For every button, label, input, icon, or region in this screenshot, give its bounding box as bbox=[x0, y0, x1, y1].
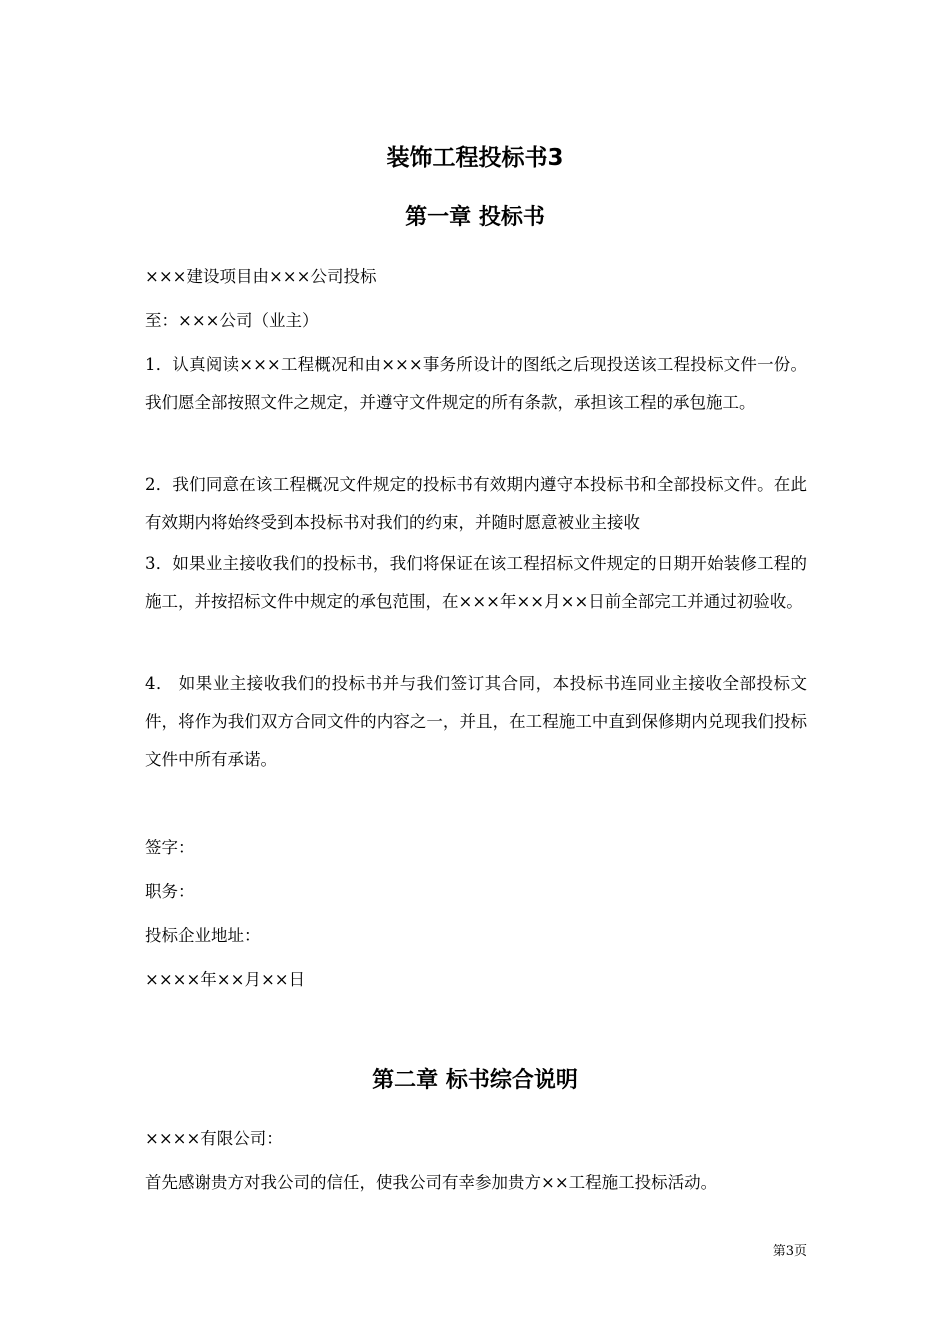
addressee-line: 至：×××公司（业主） bbox=[145, 311, 319, 330]
clause-1-paragraph: 1．认真阅读×××工程概况和由×××事务所设计的图纸之后现投送该工程投标文件一份。我们愿全部按照文件之规定，并遵守文件规定的所有条款，承担该工程的承包施工。 bbox=[145, 355, 807, 412]
signature-label: 签字： bbox=[145, 838, 195, 857]
chapter-1-heading: 第一章 投标书 bbox=[405, 205, 545, 230]
project-line: ×××建设项目由×××公司投标 bbox=[145, 267, 377, 286]
chapter-2-heading: 第二章 标书综合说明 bbox=[372, 1068, 578, 1093]
clause-4-paragraph: 4． 如果业主接收我们的投标书并与我们签订其合同，本投标书连同业主接收全部投标文件，将作为我们双方合同文件的内容之一，并且，在工程施工中直到保修期内兑现我们投标文件中所有承诺。 bbox=[145, 674, 807, 769]
document-title: 装饰工程投标书3 bbox=[386, 145, 564, 171]
position-label: 职务： bbox=[145, 882, 195, 901]
company-address-label: 投标企业地址： bbox=[145, 926, 261, 945]
date-line: ××××年××月××日 bbox=[145, 970, 306, 989]
page-number: 第3页 bbox=[772, 1244, 807, 1259]
clause-3-paragraph: 3．如果业主接收我们的投标书，我们将保证在该工程招标文件规定的日期开始装修工程的施工，并按招标文件中规定的承包范围，在×××年××月××日前全部完工并通过初验收。 bbox=[145, 554, 807, 611]
clause-2-paragraph: 2．我们同意在该工程概况文件规定的投标书有效期内遵守本投标书和全部投标文件。在此有效期内将始终受到本投标书对我们的约束，并随时愿意被业主接收 bbox=[145, 475, 807, 532]
salutation-line: ××××有限公司： bbox=[145, 1129, 283, 1148]
opening-paragraph: 首先感谢贵方对我公司的信任，使我公司有幸参加贵方××工程施工投标活动。 bbox=[145, 1173, 718, 1192]
